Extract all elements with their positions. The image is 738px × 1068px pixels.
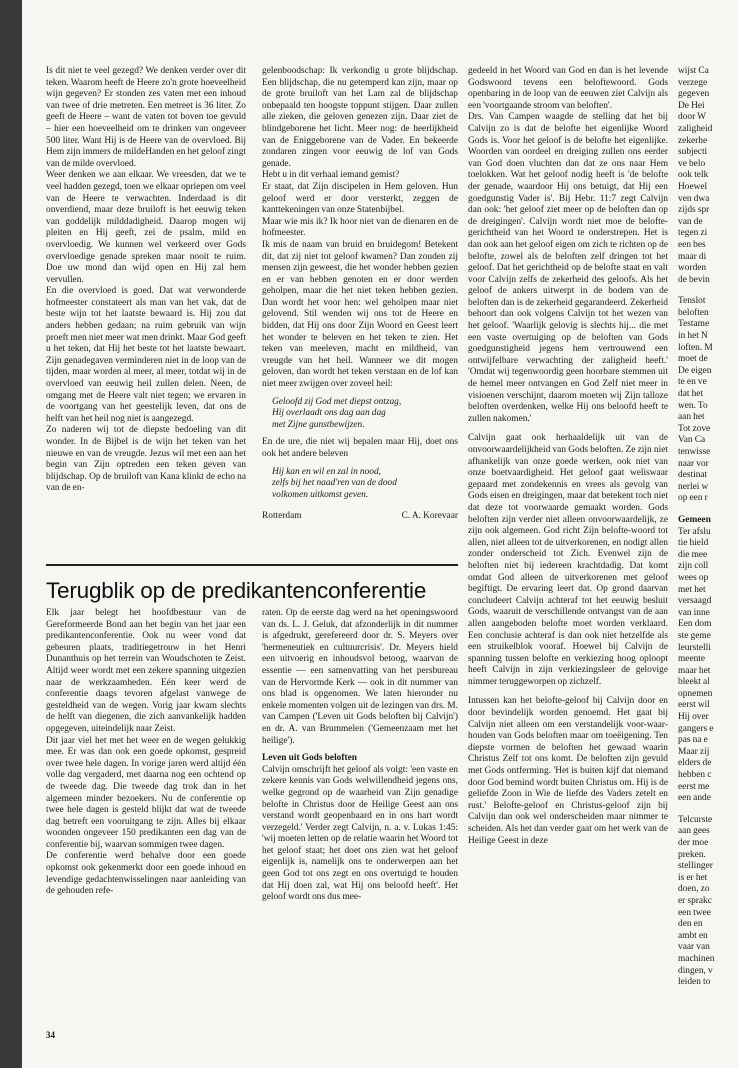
cropped-line: bleekt al: [678, 677, 710, 688]
cropped-line: ook telk: [678, 170, 709, 181]
cropped-line: opnemen: [678, 688, 713, 699]
cropped-line: door W: [678, 112, 707, 123]
column-2: [262, 66, 458, 523]
cropped-line: De Hei: [678, 100, 705, 111]
paragraph: Zo naderen wij tot de diepste bedoeling van dit wonder. In de Bijbel is de wijn het teken van het nieuwe en van de vreugde. Jezus wil met een aan het begin van Zijn optreden een teken geven van blijdschap. Op de bruiloft van Kana klinkt de echo na van de en-: [46, 425, 246, 494]
cropped-line: vaar van: [678, 942, 710, 953]
cropped-line: Tenslot: [678, 296, 706, 307]
cropped-line: destinat: [678, 470, 708, 481]
cropped-line: tie hield: [678, 538, 709, 549]
cropped-line: Tot zove: [678, 423, 711, 434]
cropped-line: wen. To: [678, 400, 708, 411]
signature: [262, 511, 458, 523]
paragraph: Is dit niet te veel gezegd? We denken verder over dit teken. Waarom heeft de Heere zo'n grote hoeveelheid wijn gegeven? Er stonden zes vaten met een inhoud van twee of drie metreten. Een metreet is 36 liter. Zo geeft de Heere – want de vaten tot boven toe gevuld – hier een hoeveelheid om te drinken van ongeveer 500 liter. Want Hij is de Heere van de overvloed. Bij Hem zijn immers de mildeHanden en het geloof zingt van de milde overvloed.: [46, 66, 246, 169]
paragraph: Intussen kan het belofte-geloof bij Calvijn door en door bevindelijk worden genoemd. Het gaat bij Calvijn niet alleen om een verstandelijk voor-waar-houden van Gods beloften maar om toeëigening. Ten diepste vormen de beloften het gewaad waarin Christus Zelf tot ons komt. De beloften zijn gevuld met Gods ontferming. 'Het is buiten kijf dat niemand door God bemind wordt buiten Christus om. Hij is de geliefde Zoon in Wie de liefde des Vaders zetelt en rust.' Belofte-geloof en Christus-geloof zijn bij Calvijn dan ook wel onderscheiden maar nimmer te scheiden. Als het dan verder gaat om het werk van de Heilige Geest in deze: [468, 696, 668, 846]
cropped-line: der moe: [678, 838, 709, 848]
cropped-line: wijst Ca: [678, 66, 709, 76]
poem-line: met Zijne gunstbewijzen.: [272, 419, 365, 430]
cropped-line: Maar zij: [678, 746, 710, 757]
cropped-line: gegeven: [678, 89, 710, 100]
cropped-line: Ter afslu: [678, 526, 711, 537]
cropped-line: ste geme: [678, 630, 711, 641]
cropped-line: in het N: [678, 331, 708, 342]
cropped-line: subjecti: [678, 147, 708, 158]
cropped-line: aan gees: [678, 826, 710, 837]
cropped-line: de bevin: [678, 274, 710, 285]
paragraph: gedeeld in het Woord van God en dan is het levende Godswoord tevens een beloftewoord. Gods openbaring in de loop van de eeuwen ziet Calvijn als een 'voortgaande stroom van beloften'.: [468, 66, 668, 111]
poem-line: volkomen uitkomst geven.: [272, 489, 369, 500]
cropped-line: is er het: [678, 872, 708, 883]
cropped-line: dingen, v: [678, 965, 713, 976]
cropped-line: beloften: [678, 307, 709, 318]
cropped-line: hebben c: [678, 770, 712, 781]
poem-line: zelfs bij het naad'ren van de dood: [272, 478, 397, 489]
cropped-line: den en: [678, 919, 703, 930]
column-4-cropped: [678, 66, 738, 989]
cropped-line: dat het: [678, 389, 704, 400]
poem-line: Hij kan en wil en zal in nood,: [272, 466, 382, 477]
column-1: [46, 66, 246, 495]
cropped-line: tegen zi: [678, 228, 708, 239]
cropped-line: met het: [678, 584, 706, 595]
poem-quote: [262, 397, 458, 432]
paragraph: De conferentie werd behalve door een goede opkomst ook gekenmerkt door een goede inhoud en levendige gedachtenwisselingen naar aanleiding van de gehouden refe-: [46, 851, 246, 897]
cropped-line: er sprakc: [678, 895, 712, 906]
cropped-line: meente: [678, 654, 706, 665]
paragraph: raten. Op de eerste dag werd na het openingswoord van ds. L. J. Geluk, dat afzonderlijk in dit nummer is afgedrukt, gerefereerd door dr. S. Meyers over 'hermeneutiek en cultuurcrisis'. Dr. Meyers hield een uitvoerig en inhoudsvol betoog, waarvan de essentie — een samenvatting van het persbureau van de Hervormde Kerk — ook in dit nummer van ons blad is opgenomen. We laten hieronder nu enkele momenten volgen uit de lezingen van drs. M. van Campen ('Leven uit Gods beloften bij Calvijn') en dr. A. van Brummelen ('Gemeenzaam met het heilige').: [262, 608, 458, 746]
cropped-line: nerlei w: [678, 481, 709, 492]
cropped-line: machinen: [678, 953, 715, 964]
paragraph: Dit jaar viel het met het weer en de wegen gelukkig mee. Er was dan ook een goede opkomst, gespreid over twee hele dagen. In vorige jaren werd altijd één volle dag vergaderd, met daarna nog een ochtend op de tweede dag. Die tweede dag trok dan in het algemeen minder bezoekers. Nu de conferentie op twee hele dagen is gesteld blijkt dat wat de tweede dag betreft een vooruitgang te zijn. Alles bij elkaar woonden ongeveer 150 predikanten een dag van de conferentie bij, waarvan sommigen twee dagen.: [46, 735, 246, 850]
cropped-line: aan het: [678, 412, 705, 423]
cropped-line: Een dom: [678, 619, 712, 630]
cropped-line: leurstelli: [678, 642, 711, 653]
cropped-line: zaligheid: [678, 123, 713, 134]
cropped-line: doen, zo: [678, 884, 710, 895]
cropped-line: van inne: [678, 607, 710, 618]
cropped-line: naar vor: [678, 458, 709, 469]
cropped-line: te en ve: [678, 377, 707, 388]
subheading: Gemeen: [678, 514, 711, 525]
page-number: 34: [46, 1030, 55, 1040]
cropped-line: gangers e: [678, 723, 714, 734]
cropped-line: loften. M: [678, 342, 713, 353]
article-column-1: [46, 608, 246, 898]
cropped-line: elders de: [678, 758, 712, 769]
cropped-line: maar het: [678, 665, 711, 676]
signature-place: Rotterdam: [262, 511, 302, 522]
cropped-line: ven dwa: [678, 193, 710, 204]
magazine-page: [22, 0, 738, 1068]
cropped-line: zekerhe: [678, 135, 708, 146]
paragraph: En die overvloed is goed. Dat wat verwonderde hofmeester constateert als man van het vak, dat de beste wijn tot het laatste bewaard is. Hij zou dat anders hebben gedaan; na ruim gebruik van wijn proeft men niet meer wat men drinkt. Maar God geeft u het teken, dat Hij het beste tot het laatste bewaart. Zijn genadegaven verminderen niet in de loop van de tijden, maar worden al meer, al meer, totdat wij in de overvloed van eeuwig heil zullen delen. Neen, de omgang met de Heere valt niet tegen; we ervaren in de voortgang van het geestelijk leven, dat ons de helft van het heil nog niet is aangezegd.: [46, 286, 246, 424]
cropped-line: leiden to: [678, 977, 711, 988]
cropped-line: zijn coll: [678, 561, 709, 572]
cropped-line: ambt en: [678, 930, 708, 941]
paragraph: Ik mis de naam van bruid en bruidegom! Betekent dit, dat zij niet tot geloof kwamen? Dan zouden zij mensen zijn geweest, die het wonder hebben gezien en er van hebben genoten en er door werden geholpen, maar die het niet teken hebben gezien. Dan wordt het voor hen: wel geholpen maar niet gelovend. Stil wenden wij ons tot de Heere en bidden, dat Hij ons door Zijn Woord en Geest leert het wonder te beleven en het teken te zien. Het teken van meeleven, macht en mildheid, van vreugde van het heil. Wanneer we dit mogen geloven, dan wordt het teken verstaan en de lof kan niet meer zwijgen over zoveel heil:: [262, 239, 458, 390]
cropped-line: De eigen: [678, 365, 712, 376]
cropped-line: moet de: [678, 354, 708, 365]
cropped-line: versaagd: [678, 596, 712, 607]
cropped-line: Hij over: [678, 712, 709, 723]
cropped-line: een bes: [678, 239, 706, 250]
paragraph: Drs. Van Campen waagde de stelling dat het bij Calvijn zo is dat de belofte het eigenlijke Woord Gods is. Voor het geloof is de belofte het eigenlijke. Woorden van oordeel en dreiging zullen ons eerder van God doen vluchten dan dat ze ons naar Hem toelokken. Wat het geloof nodig heeft is 'de belofte der genade, waardoor Hij ons betuigt, dat Hij een goedgunstig Vader is'. Bij Hebr. 11:7 zegt Calvijn dan ook: 'het geloof ziet meer op de beloften dan op de dreigingen'. Calvijn wordt niet moe de belofte-gerichtheid van het Woord te onderstrepen. Het is dan ook aan het geloof eigen om zich te richten op de belofte, zowel als de beloften zelf dringen tot het geloof. Dat het gerichtheid op de belofte staat en valt voor Calvijn zelfs de zekerheid des geloofs. Als het geloof de ankers uitwerpt in de bodem van de beloften dan is de zekerheid gegarandeerd. Zekerheid behoort dan ook volgens Calvijn tot het wezen van het geloof. 'Waarlijk gelovig is slechts hij... die met een vaste overtuiging op de beloften van Gods goedgunstigheid jegens hem vertrouwend een ontwijfelbare verwachting der zaligheid heeft.' 'Omdat wij tegenwoordig geen hoorbare stemmen uit de hemel meer ontvangen en God Zelf niet meer in visioenen verschijnt, daarom moeten wij Zijn talloze beloften overdenken, welke Hij ons beloofd heeft te zullen nakomen.': [468, 112, 668, 424]
cropped-line: een twee: [678, 907, 711, 918]
cropped-line: eerst wil: [678, 700, 710, 711]
paragraph: Calvijn gaat ook herhaaldelijk uit van de onvoorwaardelijkheid van Gods beloften. Ze zijn niet afhankelijk van onze goede werken, ook niet van onze boetvaardigheid. Het geloof gaat weliswaar gepaard met zondekennis en vrees als gevolg van Gods eisen en dreigingen, maar dat betekent toch niet dat deze tot voorwaarde gemaakt worden. Gods beloften zijn verder niet alleen onvoorwaardelijk, ze zijn ook algemeen. God richt Zijn belofte-woord tot allen, niet alleen tot de uitverkorenen, en nodigt allen zonder onderscheid tot Zich. Evenwel zijn de beloften niet bij iedereen krachtdadig. Dat komt omdat God alleen de uitverkorenen met geloof begiftigt. De ervaring leert dat. Op grond daarvan concludeert Calvijn achteraf tot het eeuwig besluit Gods, waaruit de verschillende ontvangst van de aan allen aangeboden belofte moet worden verklaard. Een conclusie achteraf is dan ook niet hetzelfde als een struikelblok vooraf. Hoewel bij Calvijn de spanning tussen belofte en verkiezing hoog oploopt heeft Calvijn in zijn verkiezingsleer de gelovige nimmer teruggeworpen op zichzelf.: [468, 433, 668, 687]
paragraph: En de ure, die niet wij bepalen maar Hij, doet ons ook het andere beleven: [262, 437, 458, 459]
article-column-2: [262, 608, 458, 904]
cropped-line: preken.: [678, 849, 706, 860]
paragraph: Calvijn omschrijft het geloof als volgt: 'een vaste en zekere kennis van Gods welwillendheid jegens ons, welke gegrond op de waarheid van Zijn genadige belofte in Christus door de Heilige Geest aan ons verstand wordt geopenbaard en in ons hart wordt verzegeld.' Verder zegt Calvijn, n. a. v. Lukas 1:45: 'wij moeten letten op de relatie waarin het Woord tot het geloof staat; het doet ons zien wat het geloof eigenlijk is, namelijk ons te onderwerpen aan het geen God tot ons zegt en ons overtuigd te houden dat Hij doen zal, wat Hij ons beloofd heeft'. Het geloof wordt ons dus mee-: [262, 764, 458, 903]
article-title: Terugblik op de predikantenconferentie: [46, 578, 427, 603]
paragraph: Elk jaar belegt het hoofdbestuur van de Gereformeerde Bond aan het begin van het jaar een predikantenconferentie. Ook nu weer vond dat gebeuren plaats, traditiegetrouw in het Henri Dunanthuis op het terrein van Woudschoten te Zeist. Altijd weer wordt met een zekere spanning uitgezien naar de werkzaamheden. Eén keer werd de conferentie daags tevoren afgelast vanwege de gesteldheid van de wegen. Vorig jaar kwam slechts de helft van diegenen, die zich aanvankelijk hadden opgegeven, uiteindelijk naar Zeist.: [46, 608, 246, 734]
column-3: [468, 66, 668, 847]
cropped-line: die mee: [678, 549, 708, 560]
poem-line: Hij overlaadt ons dag aan dag: [272, 408, 386, 419]
cropped-line: zijds spr: [678, 205, 710, 216]
cropped-line: Van Ca: [678, 435, 706, 446]
poem-line: Geloofd zij God met diepst ontzag,: [272, 396, 402, 407]
cropped-line: op een r: [678, 493, 708, 504]
cropped-line: stellinger: [678, 861, 713, 872]
signature-author: C. A. Korevaar: [401, 511, 458, 522]
paragraph: Hebt u in dit verhaal iemand gemist?: [262, 170, 400, 181]
cropped-line: Hoewel: [678, 181, 708, 192]
poem-quote: [262, 467, 458, 502]
cropped-line: Testame: [678, 319, 710, 330]
paragraph: Er staat, dat Zijn discipelen in Hem geloven. Hun geloof werd er door versterkt, zeggen de kanttekeningen van onze Statenbijbel.: [262, 181, 458, 216]
cropped-line: Telcurste: [678, 814, 713, 825]
cropped-line: worden: [678, 263, 707, 274]
cropped-line: wees op: [678, 572, 709, 583]
cropped-line: pas na e: [678, 735, 708, 746]
cropped-line: een ande: [678, 793, 711, 804]
cropped-line: maar di: [678, 251, 707, 262]
paragraph: Weer denken we aan elkaar. We vreesden, dat we te veel hadden gezegd, toen we elkaar opriepen om veel van de Heere te verwachten. Inderdaad is dit onverdiend, maar deze bruiloft is het eeuwig teken van goddelijk milddadigheid. Daarop mogen wij pleiten en Hij geeft, zei de psalm, mild en overvloedig. We kunnen wel verkeerd over Gods overvloedige genade spreken maar nooit te ruim. Doe uw mond dan wijd open en Hij zal hem vervullen.: [46, 170, 246, 285]
paragraph: Maar wie mis ik? Ik hoor niet van de dienaren en de hofmeester.: [262, 216, 458, 239]
cropped-line: tenwisse: [678, 447, 711, 457]
cropped-line: ve belo: [678, 158, 706, 169]
paragraph: gelenboodschap: Ik verkondig u grote blijdschap. Een blijdschap, die nu getemperd kan zijn, maar op de grote bruiloft van het Lam zal de blijdschap onbepaald ten hoogste toppunt stijgen. Daar zullen alle zieken, die geloven genezen zijn. Daar ziet de blindgeborene het licht. Meer nog: de heerlijkheid van de Eniggeborene van de Vader. En bekeerde zondaren zingen voor eeuwig de lof van Gods genade.: [262, 66, 458, 169]
cropped-line: verzege: [678, 77, 708, 88]
cropped-line: eerst me: [678, 781, 710, 792]
section-divider: [46, 564, 458, 566]
cropped-line: van de: [678, 216, 703, 227]
subheading: Leven uit Gods beloften: [262, 753, 357, 764]
